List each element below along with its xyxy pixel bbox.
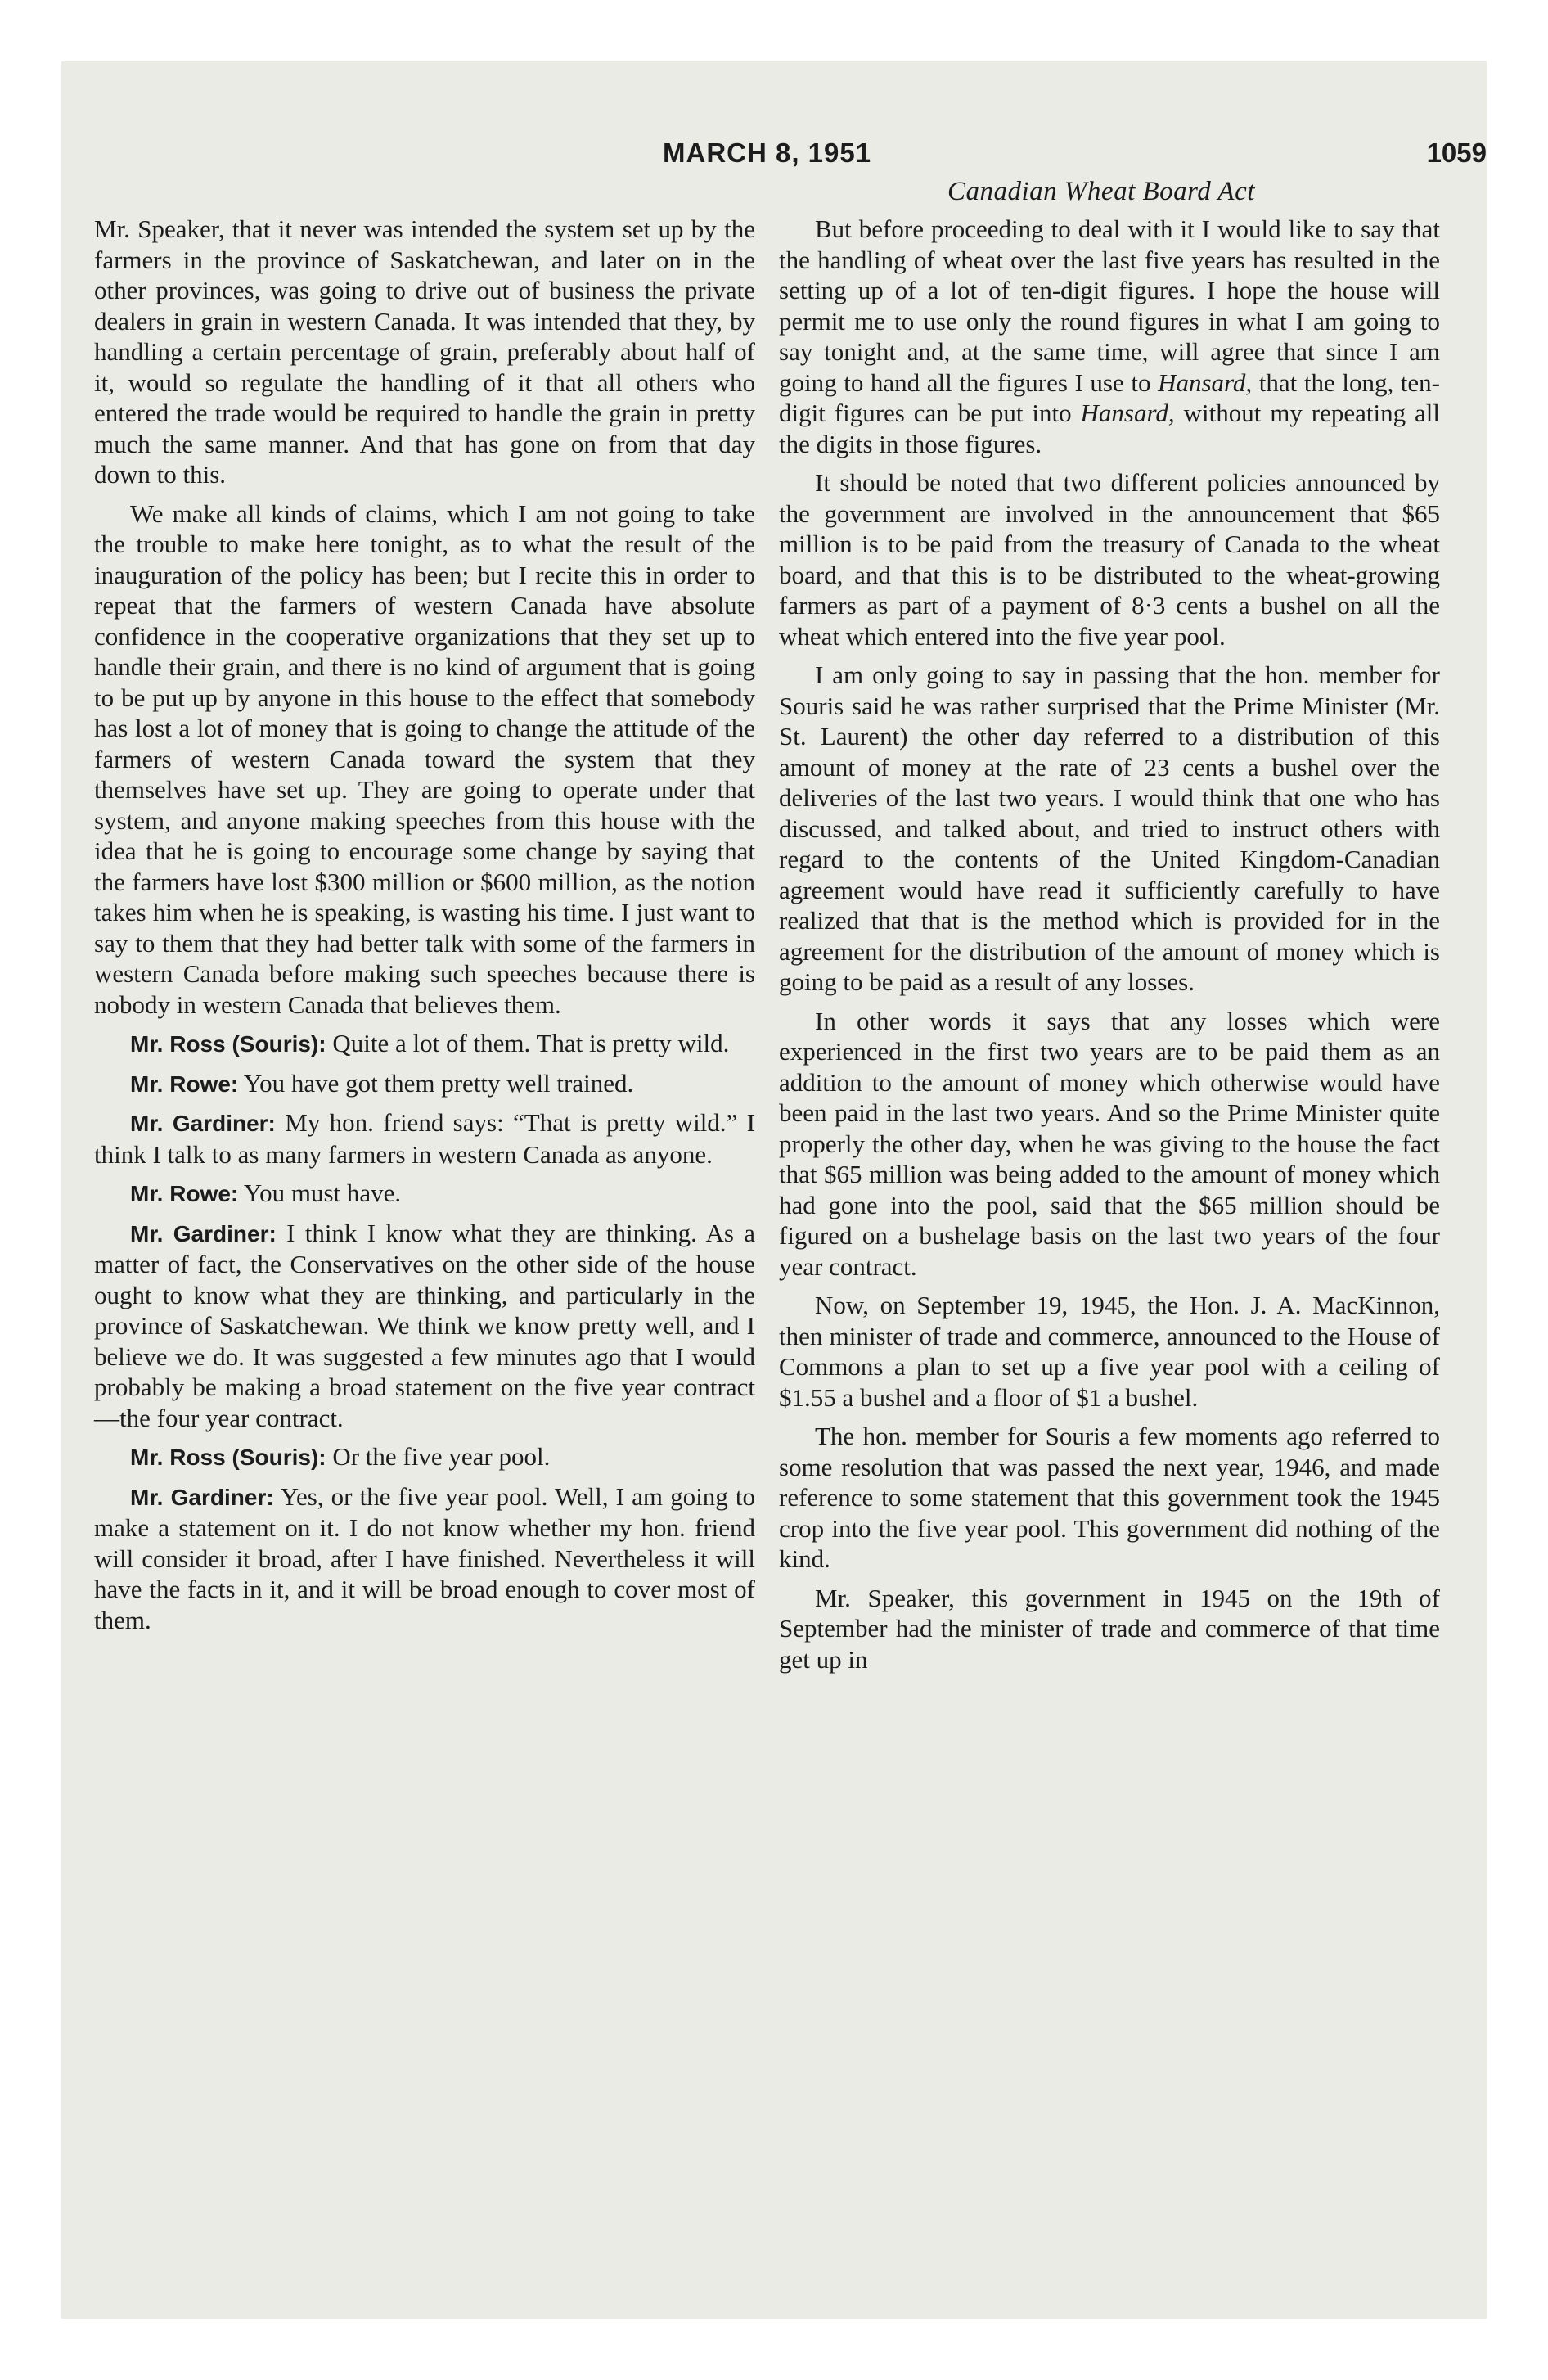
paragraph bbox=[94, 1107, 755, 1170]
paragraph-text: without my repeating all the digits in those figures. bbox=[779, 399, 1440, 458]
paragraph bbox=[94, 1178, 755, 1210]
speech-text: I think I know what they are thinking. As a matter of fact, the Conservatives on the other side of the house ought to know what they are thinking, and particularly in the province of Saskatchewan. We think we know pretty well, and I believe we do. It was suggested a few minutes ago that I would probably be making a broad statement on the five year contract—the four year contract. bbox=[94, 1218, 756, 1432]
hansard-italic: Hansard, bbox=[1158, 367, 1253, 397]
paragraph: Mr. Speaker, this government in 1945 on the 19th of September had the minister of trade and commerce of that time get up in bbox=[779, 1583, 1440, 1674]
paragraph: I am only going to say in passing that the hon. member for Souris said he was rather surprised that the Prime Minister (Mr. St. Laurent) the other day referred to a distribution of this amount of money at the rate of 23 cents a bushel over the deliveries of the last two years. I would think that one who has discussed, and talked about, and tried to instruct others with regard to the contents of the United Kingdom-Canadian agreement would have read it sufficiently carefully to have realized that that is the method which is provided for in the agreement for the distribution of the amount of money which is going to be paid as a result of any losses. bbox=[779, 660, 1440, 996]
hansard-italic: Hansard, bbox=[1080, 399, 1175, 427]
paragraph bbox=[94, 1441, 755, 1473]
paragraph: The hon. member for Souris a few moments ago referred to some resolution that was passed the next year, 1946, and made reference to some statement that this government took the 1945 crop into the five year pool. This government did nothing of the kind. bbox=[779, 1422, 1440, 1573]
paragraph bbox=[94, 1028, 755, 1060]
speaker-name: Mr. Gardiner: bbox=[130, 1220, 277, 1246]
paragraph-text: that the long, ten-digit figures can be put into bbox=[779, 367, 1440, 427]
paragraph bbox=[94, 1218, 755, 1434]
speech-text: Yes, or the five year pool. Well, I am going to make a statement on it. I do not know whether my hon. friend will consider it broad, after I have finished. Nevertheless it will have the facts in it, and it will be broad enough to cover most of them. bbox=[94, 1481, 755, 1634]
paragraph bbox=[94, 1068, 755, 1100]
paragraph: We make all kinds of claims, which I am not going to take the trouble to make here tonight, as to what the result of the inauguration of the policy has been; but I recite this in order to repeat that the farmers of western Canada have absolute confidence in the cooperative organizations that they set up to handle their grain, and there is no kind of argument that is going to be put up by anyone in this house to the effect that somebody has lost a lot of money that is going to change the attitude of the farmers of western Canada toward the system that they themselves have set up. They are going to operate under that system, and anyone making speeches from this house with the idea that he is going to encourage some change by saying that the farmers have lost $300 million or $600 million, as the notion takes him when he is speaking, is wasting his time. I just want to say to them that they had better talk with some of the farmers in western Canada before making such speeches because there is nobody in western Canada that believes them. bbox=[94, 498, 755, 1019]
speaker-name: Mr. Ross (Souris): bbox=[130, 1445, 326, 1470]
speaker-name: Mr. Rowe: bbox=[130, 1181, 239, 1206]
header-date: MARCH 8, 1951 bbox=[663, 137, 872, 168]
paragraph bbox=[779, 214, 1440, 459]
right-column bbox=[779, 214, 1440, 1683]
speaker-name: Mr. Ross (Souris): bbox=[130, 1031, 326, 1057]
running-head: Canadian Wheat Board Act bbox=[947, 177, 1255, 206]
paragraph: Mr. Speaker, that it never was intended the system set up by the farmers in the province of Saskatchewan, and later on in the other provinces, was going to drive out of business the private dealers in grain in western Canada. It was intended that they, by handling a certain percentage of grain, preferably about half of it, would so regulate the handling of it that all others who entered the trade would be required to handle the grain in pretty much the same manner. And that has gone on from that day down to this. bbox=[94, 214, 755, 489]
speaker-name: Mr. Gardiner: bbox=[130, 1484, 274, 1510]
paragraph: Now, on September 19, 1945, the Hon. J. A. MacKinnon, then minister of trade and commerce, announced to the House of Commons a plan to set up a five year pool with a ceiling of $1.55 a bushel and a floor of $1 a bushel. bbox=[779, 1291, 1440, 1412]
paragraph bbox=[94, 1481, 755, 1636]
speech-text: You must have. bbox=[238, 1179, 402, 1207]
paragraph-text: But before proceeding to deal with it I would like to say that the handling of wheat over the last five years has resulted in the setting up of a lot of ten-digit figures. I hope the house will permit me to use only the round figures in what I am going to say tonight and, at the same time, will agree that since I am going to hand all the figures I use to bbox=[779, 214, 1440, 397]
speech-text: Quite a lot of them. That is pretty wild. bbox=[326, 1029, 730, 1057]
page-number: 1059 bbox=[1426, 137, 1487, 168]
speech-text: Or the five year pool. bbox=[326, 1442, 551, 1471]
paragraph: In other words it says that any losses which were experienced in the first two years are to be paid them as an addition to the amount of money which otherwise would have been paid in the last two years. And so the Prime Minister quite properly the other day, when he was giving to the house the fact that $65 million was being added to the amount of money which had gone into the pool, said that the $65 million should be figured on a bushelage basis on the last two years of the four year contract. bbox=[779, 1006, 1440, 1281]
speech-text: My hon. friend says: “That is pretty wild.” I think I talk to as many farmers in western Canada as anyone. bbox=[94, 1108, 755, 1169]
speech-text: You have got them pretty well trained. bbox=[238, 1068, 634, 1098]
paragraph: It should be noted that two different policies announced by the government are involved in the announcement that $65 million is to be paid from the treasury of Canada to the wheat board, and that this is to be distributed to the wheat-growing farmers as part of a payment of 8·3 cents a bushel on all the wheat which entered into the five year pool. bbox=[779, 468, 1440, 651]
speaker-name: Mr. Gardiner: bbox=[130, 1111, 276, 1136]
left-column bbox=[94, 214, 755, 1643]
speaker-name: Mr. Rowe: bbox=[130, 1071, 239, 1097]
